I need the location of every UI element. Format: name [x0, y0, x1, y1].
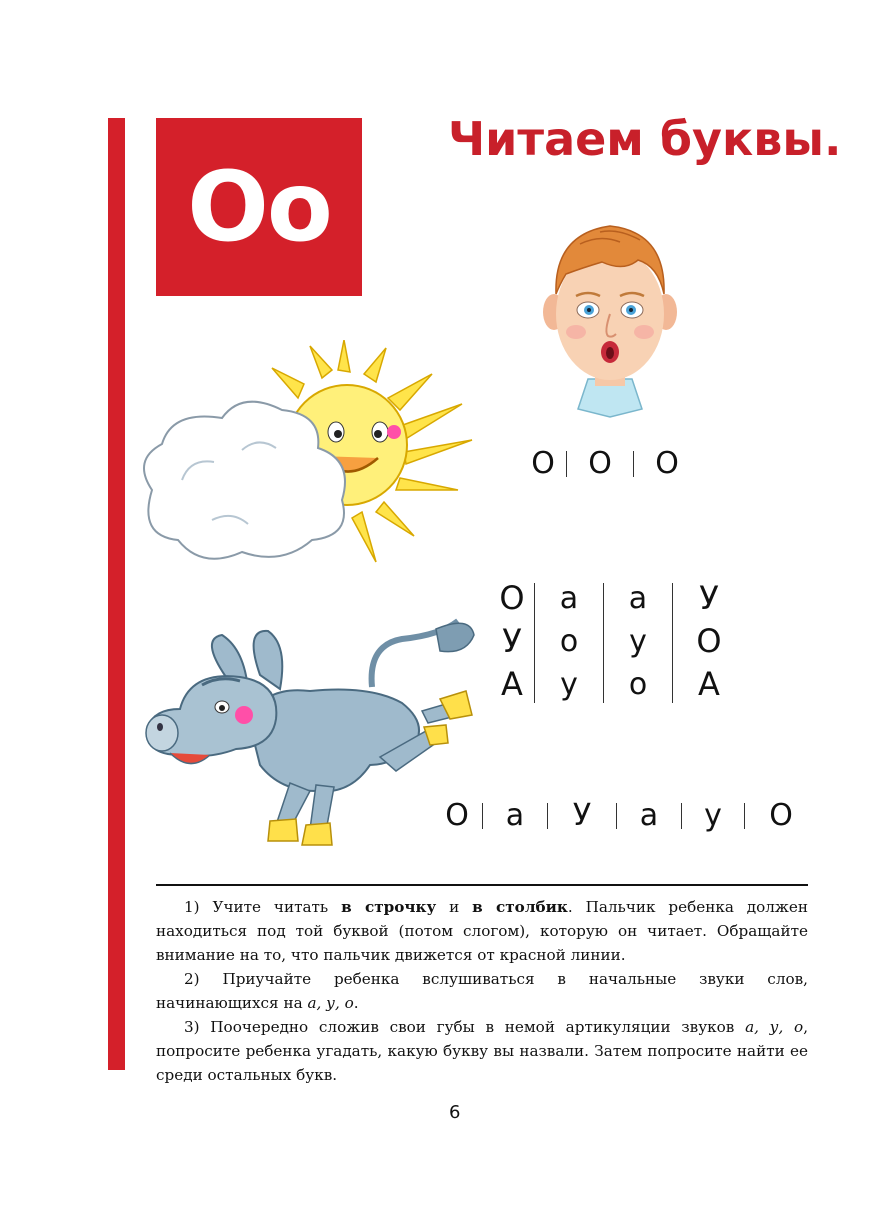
bold-text: в строчку — [341, 898, 437, 916]
letter-cell: у — [704, 798, 722, 833]
text-span: 1) Учите читать — [184, 898, 342, 916]
instruction-paragraph-2 — [156, 967, 808, 1015]
donkey-illustration — [140, 615, 480, 855]
letter-columns-grid — [490, 577, 745, 706]
letter-row-1 — [520, 446, 700, 481]
italic-text: а, у, о — [745, 1018, 804, 1036]
letter-cell: о — [628, 667, 648, 702]
letter-cell: У — [699, 579, 719, 617]
big-letter: Оо — [187, 151, 331, 263]
letter-cell: О — [445, 798, 469, 833]
text-span: , попросите ребенка угадать, какую букву вы назвали. Затем попросите найти ее среди остальных букв. — [156, 1018, 809, 1084]
page-number: 6 — [449, 1102, 461, 1123]
letter-row-2 — [432, 798, 817, 833]
boy-face-illustration — [540, 214, 680, 419]
letter-cell: О — [769, 798, 793, 833]
letter-cell: а — [639, 798, 659, 833]
instruction-paragraph-3 — [156, 1015, 808, 1087]
italic-text: а, у, о — [307, 994, 354, 1012]
letter-cell: А — [698, 665, 720, 703]
letter-column — [673, 577, 745, 706]
letter-column — [535, 577, 603, 706]
text-span: 3) Поочередно сложив свои губы в немой артикуляции звуков — [184, 1018, 746, 1036]
text-span: и — [436, 898, 473, 916]
letter-cell: О — [499, 579, 525, 617]
letter-column — [604, 577, 672, 706]
notes-divider — [156, 884, 808, 886]
text-span: . — [353, 994, 359, 1012]
sun-cloud-illustration — [132, 340, 477, 572]
letter-cell: О — [655, 446, 679, 481]
letter-cell: у — [560, 667, 578, 702]
letter-cell: А — [501, 665, 523, 703]
letter-cell: а — [628, 581, 648, 616]
letter-cell: о — [559, 624, 579, 659]
instruction-paragraph-1 — [156, 895, 808, 967]
instructions-text — [156, 895, 808, 1087]
letter-block — [156, 118, 362, 296]
text-span: 2) Приучайте ребенка вслушиваться в начальные звуки слов, начинающихся на — [156, 970, 808, 1012]
bold-text: в столбик — [472, 898, 568, 916]
letter-cell: а — [559, 581, 579, 616]
text-span: . Пальчик ребенка должен находиться под той буквой (потом слогом), которую он читает. Обращайте внимание на то, что пальчик движется от красной линии. — [156, 898, 809, 964]
page-title: Читаем буквы. — [448, 112, 842, 166]
letter-cell: у — [629, 624, 647, 659]
letter-cell: О — [531, 446, 555, 481]
letter-cell: У — [572, 798, 592, 833]
letter-cell: У — [502, 622, 522, 660]
letter-cell: а — [505, 798, 525, 833]
letter-cell: О — [588, 446, 612, 481]
letter-column — [490, 577, 534, 706]
letter-cell: О — [696, 622, 722, 660]
red-margin-line — [108, 118, 125, 1070]
